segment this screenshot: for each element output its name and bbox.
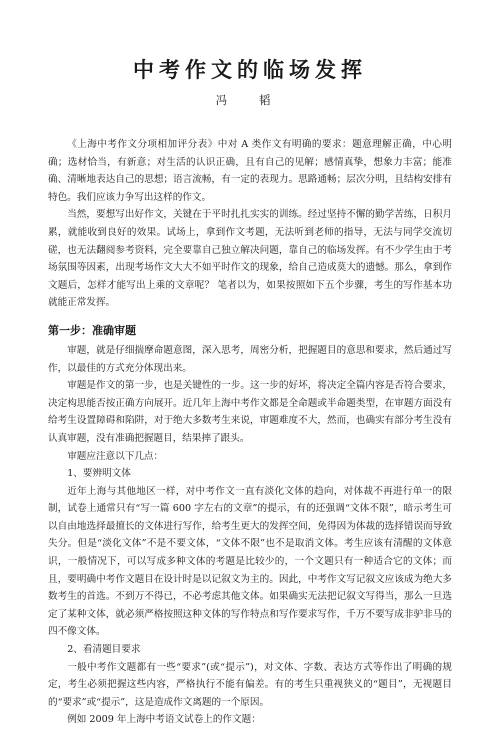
body-paragraph: 审题，就是仔细揣摩命题意图，深入思考，周密分析，把握题目的意思和要求，然后通过写作，以最佳的方式充分体现出来。: [48, 344, 452, 374]
article-body: [48, 136, 452, 729]
body-paragraph: 例如 2009 年上海中考语文试卷上的作文题：: [67, 714, 261, 726]
subheading-paragraph: 1、要辨明文体: [67, 468, 131, 480]
intro-paragraph: 当然，要想写出好作文，关键在于平时扎扎实实的训练。经过坚持不懈的勤学苦练，日积月累，就能收到良好的效果。试场上，拿到作文考题，无法听到老师的指导，无法与同学交流切磋，也无法翻阅参考资料，完全要靠自己独立解决问题，靠自己的临场发挥。有不少学生由于考场氛围等因素，出现考场作文大大不如平时作文的现象，给自己造成莫大的遗憾。那么，拿到作文题后，怎样才能写出上乘的文章呢？ 笔者以为，如果按照如下五个步骤，考生的写作基本功就能正常发挥。: [48, 209, 452, 309]
subheading-paragraph: 2、看清题目要求: [67, 644, 141, 656]
body-paragraph: 审题应注意以下几点：: [67, 450, 164, 462]
body-paragraph: 一般中考作文题都有一些“要求”(或“提示”)，对文体、字数、表达方式等作出了明确的规定，考生必须把握这些内容，严格执行不能有偏差。有的考生只重视狭义的“题目”，无视题目的“要求”或“提示”，这是造成作文离题的一个原因。: [48, 661, 452, 708]
intro-paragraph: 《上海中考作文分项相加评分表》中对 A 类作文有明确的要求：题意理解正确，中心明确；选材恰当，有新意；对生活的认识正确，且有自己的见解；感情真挚，想象力丰富；能准确、清晰地表达自己的思想；语言流畅，有一定的表现力。思路通畅；层次分明，且结构安排有特色。我们应该力争写出这样的作文。: [48, 139, 452, 203]
section-heading: 第一步：准确审题: [48, 323, 136, 337]
article-author: 冯 韬: [215, 93, 285, 107]
article-title: 中考作文的临场发挥: [133, 58, 367, 82]
body-paragraph: 近年上海与其他地区一样，对中考作文一直有淡化文体的趋向，对体裁不再进行单一的限制，试卷上通常只有“写一篇 600 字左右的文章”的提示，有的还强调“文体不限”，暗示考生可以自由地选择最擅长的文体进行写作，给考生更大的发挥空间，免得因为体裁的选择错误而导致失分。但是“淡化文体”不是不要文体，“文体不限”也不是取消文体。考生应该有清醒的文体意识，一般情况下，可以写成多种文体的考题是比较少的，一个文题只有一种适合它的文体；而且，要明确中考作文题目在设计时是以记叙文为主的。因此，中考作文写记叙文应该成为绝大多数考生的首选。不到万不得已，不必考虑其他文体。如果确实无法把记叙文写得当，那么一旦选定了某种文体，就必须严格按照这种文体的写作特点和写作要求写作，千万不要写成非驴非马的四不像文体。: [48, 485, 452, 638]
body-paragraph: 审题是作文的第一步，也是关键性的一步。这一步的好坏，将决定全篇内容是否符合要求，决定构思能否按正确方向展开。近几年上海中考作文都是全命题或半命题类型，在审题方面没有给考生设置障碍和陷阱，对于绝大多数考生来说，审题难度不大，然而，也确实有部分考生没有认真审题，没有准确把握题目，结果摔了跟头。: [48, 380, 452, 444]
